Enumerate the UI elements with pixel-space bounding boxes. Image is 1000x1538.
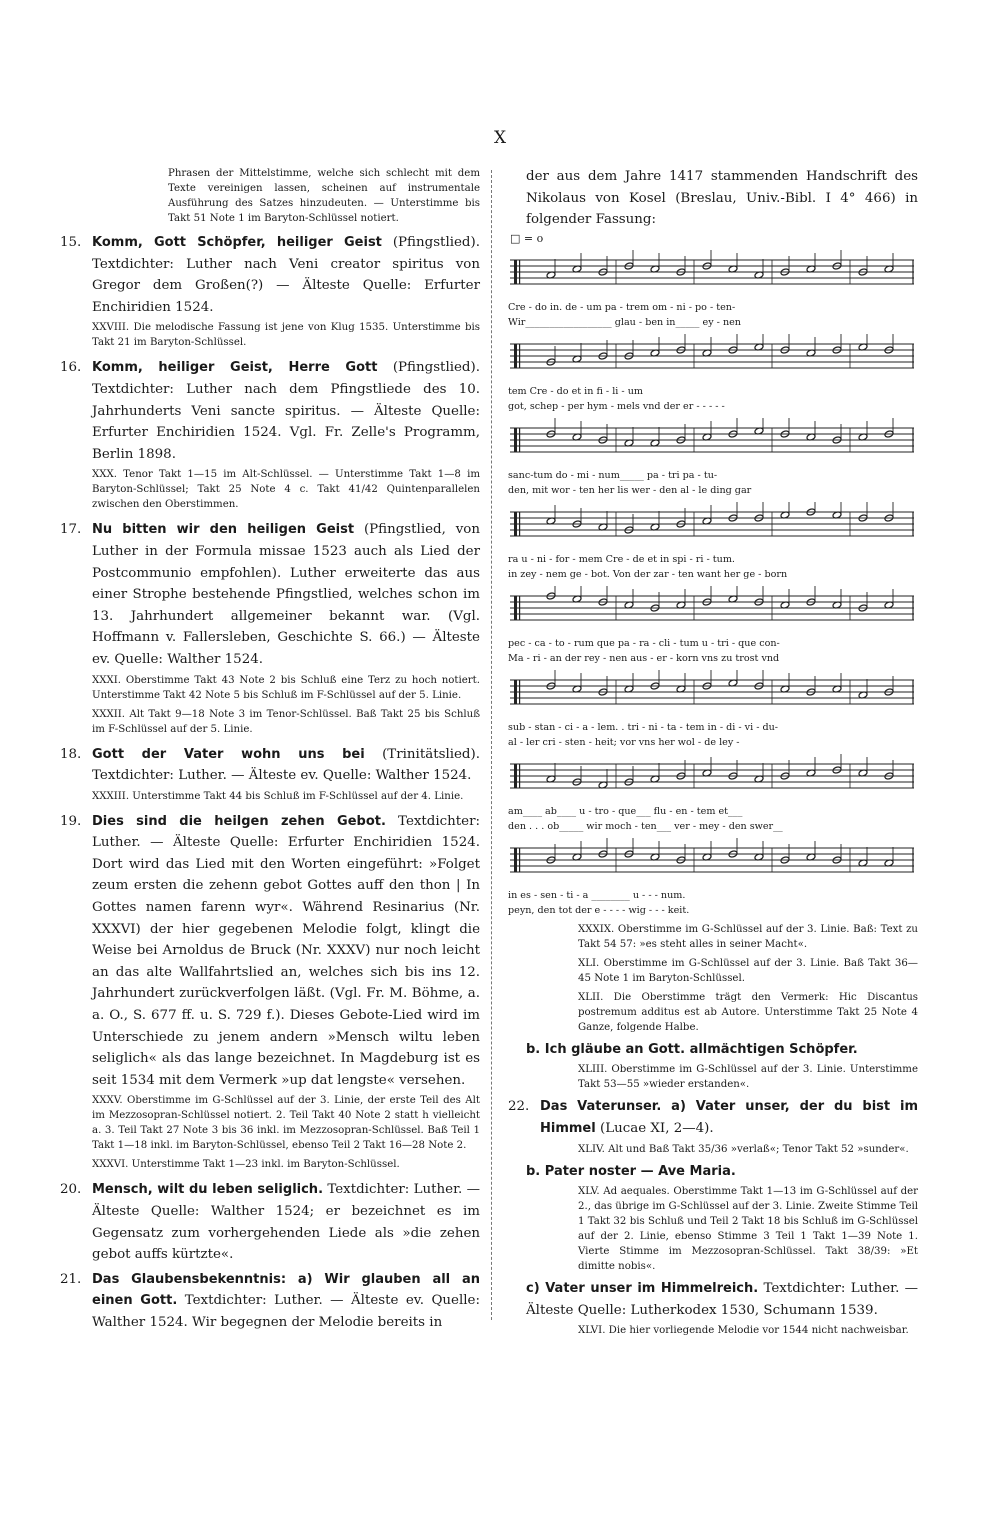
- lyrics-latin: tem Cre - do et in fi - li - um: [508, 385, 643, 397]
- lyrics-latin: pec - ca - to - rum que pa - ra - cli - tum u - tri - que con-: [508, 637, 780, 649]
- entry-text: (Pfingstlied, von Luther in der Formula missae 1523 auch als Lied der Postcommunio empfohlen). Luther erweiterte das aus einer Strophe bestehende Pfingstlied, welches schon im 13. Jahrhundert allgemeiner bekannt war. (Vgl. Hoffmann v. Fallersleben, Geschichte S. 66.) — Älteste ev. Quelle: Walther 1524.: [92, 522, 480, 667]
- staff: [508, 418, 916, 468]
- lyrics-german: den, mit wor - ten her lis wer - den al - le ding gar: [508, 484, 752, 496]
- entry-number: 19.: [60, 813, 82, 829]
- clef-line: [519, 260, 520, 284]
- entry-22: [508, 1096, 918, 1139]
- lyrics-latin: am____ ab____ u - tro - que___ flu - en - tem et___: [508, 805, 743, 817]
- entry-title: Komm, Gott Schöpfer, heiliger Geist: [92, 235, 382, 250]
- subhead-c: c) Vater unser im Himmelreich.: [526, 1281, 759, 1297]
- clef: [514, 764, 517, 788]
- entry-number: 22.: [508, 1099, 530, 1115]
- lyrics-german: den . . . ob_____ wir moch - ten___ ver - mey - den swer__: [508, 820, 783, 832]
- clef: [514, 428, 517, 452]
- clef-line: [519, 512, 520, 536]
- entry-note: XXX. Tenor Takt 1—15 im Alt-Schlüssel. — Unterstimme Takt 1—8 im Baryton-Schlüssel; Takt 25 Note 4 c. Takt 41/42 Quintenparallelen zwischen den Oberstimmen.: [92, 469, 480, 511]
- entry-text: (Pfingstlied). Textdichter: Luther nach Veni creator spiritus von Gregor dem Großen(?) — Älteste Quelle: Erfurter Enchiridien 1524.: [92, 235, 480, 315]
- entry-title: Das Vaterunser. a) Vater unser, der du bist im Himmel: [540, 1099, 918, 1136]
- entry-17: [60, 519, 480, 740]
- carryover-note: Phrasen der Mittelstimme, welche sich schlecht mit dem Texte vereinigen lassen, scheinen auf instrumentale Ausführung des Satzes hinzudeuten. — Unterstimme bis Takt 51 Note 1 im Baryton-Schlüssel notiert.: [168, 168, 480, 224]
- note-45: XLV. Ad aequales. Oberstimme Takt 1—13 im G-Schlüssel auf der 2., das übrige im G-Schlüssel auf der 3. Linie. Zweite Stimme Teil 1 Takt 32 bis Schluß und Teil 2 Takt 18 bis Schluß im G-Schlüssel auf der 2. Linie, ebenso Stimme 3 Teil 1 Takt 1—39 Note 1. Vierte Stimme im Mezzosopran-Schlüssel. Takt 38/39: »Et dimitte nobis«.: [578, 1186, 918, 1273]
- music-system: [508, 418, 918, 498]
- lyrics-latin: ra u - ni - for - mem Cre - de et in spi - ri - tum.: [508, 553, 735, 565]
- clef-line: [519, 596, 520, 620]
- clef-line: [519, 764, 520, 788]
- staff: [508, 586, 916, 636]
- staff: [508, 334, 916, 384]
- entry-text: (Pfingstlied). Textdichter: Luther nach dem Pfingstliede des 10. Jahrhunderts Veni sancte spiritus. — Älteste Quelle: Erfurter Enchiridien 1524. Vgl. Fr. Zelle's Programm, Berlin 1898.: [92, 360, 480, 462]
- right-column: [508, 166, 918, 1342]
- clef-line: [519, 848, 520, 872]
- clef-line: [519, 344, 520, 368]
- entry-text: Textdichter: Luther. — Älteste Quelle: Erfurter Enchiridien 1524. Dort wird das Lied mit den Worten eingeführt: »Folget zeum ersten die zehenn gebot Gottes auff den thon | In Gottes namen farenn wyr«. Während Resinarius (Nr. XXXVI) der hier gegebenen Melodie folgt, klingt die Weise bei Arnoldus de Bruck (Nr. XXXV) nur noch leicht an das alte Wallfahrtslied an, welches sich bis ins 12. Jahrhundert zurückverfolgen läßt. (Vgl. Fr. M. Böhme, a. a. O., S. 677 ff. u. S. 729 f.). Dieses Gebote-Lied wird im Unterschiede zu jenem andern »Mensch wiltu leben seliglich« als das lange bezeichnet. In Magdeburg ist es seit 1534 mit dem Vermerk »up dat lengste« versehen.: [92, 813, 480, 1088]
- entry-15: [60, 232, 480, 354]
- note-41: XLI. Oberstimme im G-Schlüssel auf der 3. Linie. Baß Takt 36—45 Note 1 im Baryton-Schlüssel.: [578, 957, 918, 984]
- music-system: [508, 670, 918, 750]
- clef-line: [519, 428, 520, 452]
- clef: [514, 848, 517, 872]
- entry-18: [60, 744, 480, 808]
- entry-text: Textdichter: Luther. — Älteste ev. Quelle: Walther 1524. Wir begegnen der Melodie bereits in: [92, 1293, 480, 1330]
- music-example: [508, 250, 918, 918]
- entry-title: Mensch, wilt du leben seliglich.: [92, 1182, 324, 1198]
- entry-20: [60, 1179, 480, 1265]
- lyrics-latin: Cre - do in. de - um pa - trem om - ni - po - ten-: [508, 301, 736, 313]
- subhead-c-text: Textdichter: Luther. — Älteste Quelle: Lutherkodex 1530, Schumann 1539.: [526, 1281, 918, 1318]
- entry-number: 20.: [60, 1182, 82, 1198]
- entry-21: [60, 1269, 480, 1334]
- music-system: [508, 586, 918, 666]
- lyrics-german: got, schep - per hym - mels vnd der er - - - - -: [508, 400, 725, 412]
- entry-text: (Lucae XI, 2—4).: [599, 1120, 714, 1136]
- entry-title: Nu bitten wir den heiligen Geist: [92, 522, 355, 538]
- lyrics-german: al - ler cri - sten - heit; vor vns her wol - de ley -: [508, 736, 740, 748]
- entry-title: Gott der Vater wohn uns bei: [92, 746, 365, 762]
- staff: [508, 838, 916, 888]
- music-system: [508, 502, 918, 582]
- lyrics-german: peyn, den tot der e - - - - wig - - - keit.: [508, 904, 690, 916]
- clef: [514, 596, 517, 620]
- note-44: XLIV. Alt und Baß Takt 35/36 »verlaß«; Tenor Takt 52 »sunder«.: [578, 1143, 909, 1155]
- lyrics-german: Wir__________________ glau - ben in_____ ey - nen: [508, 316, 741, 328]
- note-42: XLII. Die Oberstimme trägt den Vermerk: Hic Discantus postremum additus est ab Autore. Unterstimme Takt 25 Note 4 Ganze, folgende Halbe.: [578, 991, 918, 1033]
- entry-note: XXXI. Oberstimme Takt 43 Note 2 bis Schluß eine Terz zu hoch notiert. Unterstimme Takt 42 Note 5 bis Schluß im F-Schlüssel auf der 5. Linie.: [92, 674, 480, 701]
- music-system: [508, 838, 918, 918]
- subhead-b: b. Ich gläube an Gott. allmächtigen Schöpfer.: [526, 1041, 858, 1057]
- entry-16: [60, 357, 480, 516]
- subhead-b2: b. Pater noster — Ave Maria.: [526, 1163, 736, 1179]
- staff: [508, 502, 916, 552]
- entry-note: XXVIII. Die melodische Fassung ist jene von Klug 1535. Unterstimme bis Takt 21 im Baryton-Schlüssel.: [92, 322, 480, 349]
- staff: [508, 250, 916, 300]
- lyrics-latin: sanc-tum do - mi - num_____ pa - tri pa - tu-: [508, 469, 718, 481]
- entry-number: 21.: [60, 1271, 82, 1287]
- lyrics-latin: sub - stan - ci - a - lem. . tri - ni - ta - tem in - di - vi - du-: [508, 721, 779, 733]
- note-39: XXXIX. Oberstimme im G-Schlüssel auf der 3. Linie. Baß: Text zu Takt 54 57: »es steht alles in seiner Macht«.: [578, 923, 918, 950]
- clef: [514, 512, 517, 536]
- entry-title: Dies sind die heilgen zehen Gebot.: [92, 813, 386, 829]
- staff: [508, 754, 916, 804]
- column-divider: [491, 170, 492, 1320]
- lyrics-german: Ma - ri - an der rey - nen aus - er - korn vns zu trost vnd: [508, 652, 780, 664]
- entry-19: [60, 811, 480, 1177]
- staff: [508, 670, 916, 720]
- left-column: [60, 166, 480, 1334]
- note-43: XLIII. Oberstimme im G-Schlüssel auf der 3. Linie. Unterstimme Takt 53—55 »wieder erstanden«.: [578, 1064, 918, 1091]
- continuation-text: der aus dem Jahre 1417 stammenden Handschrift des Nikolaus von Kosel (Breslau, Univ.-Bibl. I 4° 466) in folgender Fassung:: [526, 169, 918, 228]
- entry-text: Textdichter: Luther. — Älteste Quelle: Walther 1524; er bezeichnet es im Gegensatz zum vorhergehenden Liede als »die zehen gebot auffs kürtzte«.: [92, 1182, 481, 1263]
- entry-number: 18.: [60, 746, 82, 762]
- lyrics-german: in zey - nem ge - bot. Von der zar - ten want her ge - born: [508, 568, 788, 580]
- entry-note: XXXVI. Unterstimme Takt 1—23 inkl. im Baryton-Schlüssel.: [92, 1159, 400, 1171]
- clef: [514, 344, 517, 368]
- entry-title: Komm, heiliger Geist, Herre Gott: [92, 360, 378, 376]
- music-system: [508, 250, 918, 330]
- entry-note: XXXII. Alt Takt 9—18 Note 3 im Tenor-Schlüssel. Baß Takt 25 bis Schluß im F-Schlüssel auf der 5. Linie.: [92, 708, 480, 735]
- entry-number: 16.: [60, 360, 82, 376]
- music-system: [508, 334, 918, 414]
- entry-number: 15.: [60, 235, 82, 250]
- music-system: [508, 754, 918, 834]
- clef-line: [519, 680, 520, 704]
- page-number: X: [493, 128, 507, 148]
- note-46: XLVI. Die hier vorliegende Melodie vor 1544 nicht nachweisbar.: [578, 1325, 909, 1337]
- entry-text: (Trinitätslied). Textdichter: Luther. — Älteste ev. Quelle: Walther 1524.: [92, 746, 480, 784]
- entry-number: 17.: [60, 522, 82, 538]
- entry-note: XXXV. Oberstimme im G-Schlüssel auf der 3. Linie, der erste Teil des Alt im Mezzosopran-Schlüssel notiert. 2. Teil Takt 40 Note 2 statt h vielleicht a. 3. Teil Takt 27 Note 3 bis 36 inkl. im Mezzosopran-Schlüssel. Baß Teil 1 Takt 1—18 inkl. im Baryton-Schlüssel, ebenso Teil 2 Takt 16—28 Note 2.: [92, 1095, 480, 1152]
- entry-title: Das Glaubensbekenntnis: a) Wir glauben all an einen Gott.: [92, 1271, 480, 1309]
- tempo-marking: □ = o: [510, 231, 544, 245]
- clef: [514, 260, 517, 284]
- entry-note: XXXIII. Unterstimme Takt 44 bis Schluß im F-Schlüssel auf der 4. Linie.: [92, 790, 464, 802]
- clef: [514, 680, 517, 704]
- lyrics-latin: in es - sen - ti - a ________ u - - - num.: [508, 889, 686, 901]
